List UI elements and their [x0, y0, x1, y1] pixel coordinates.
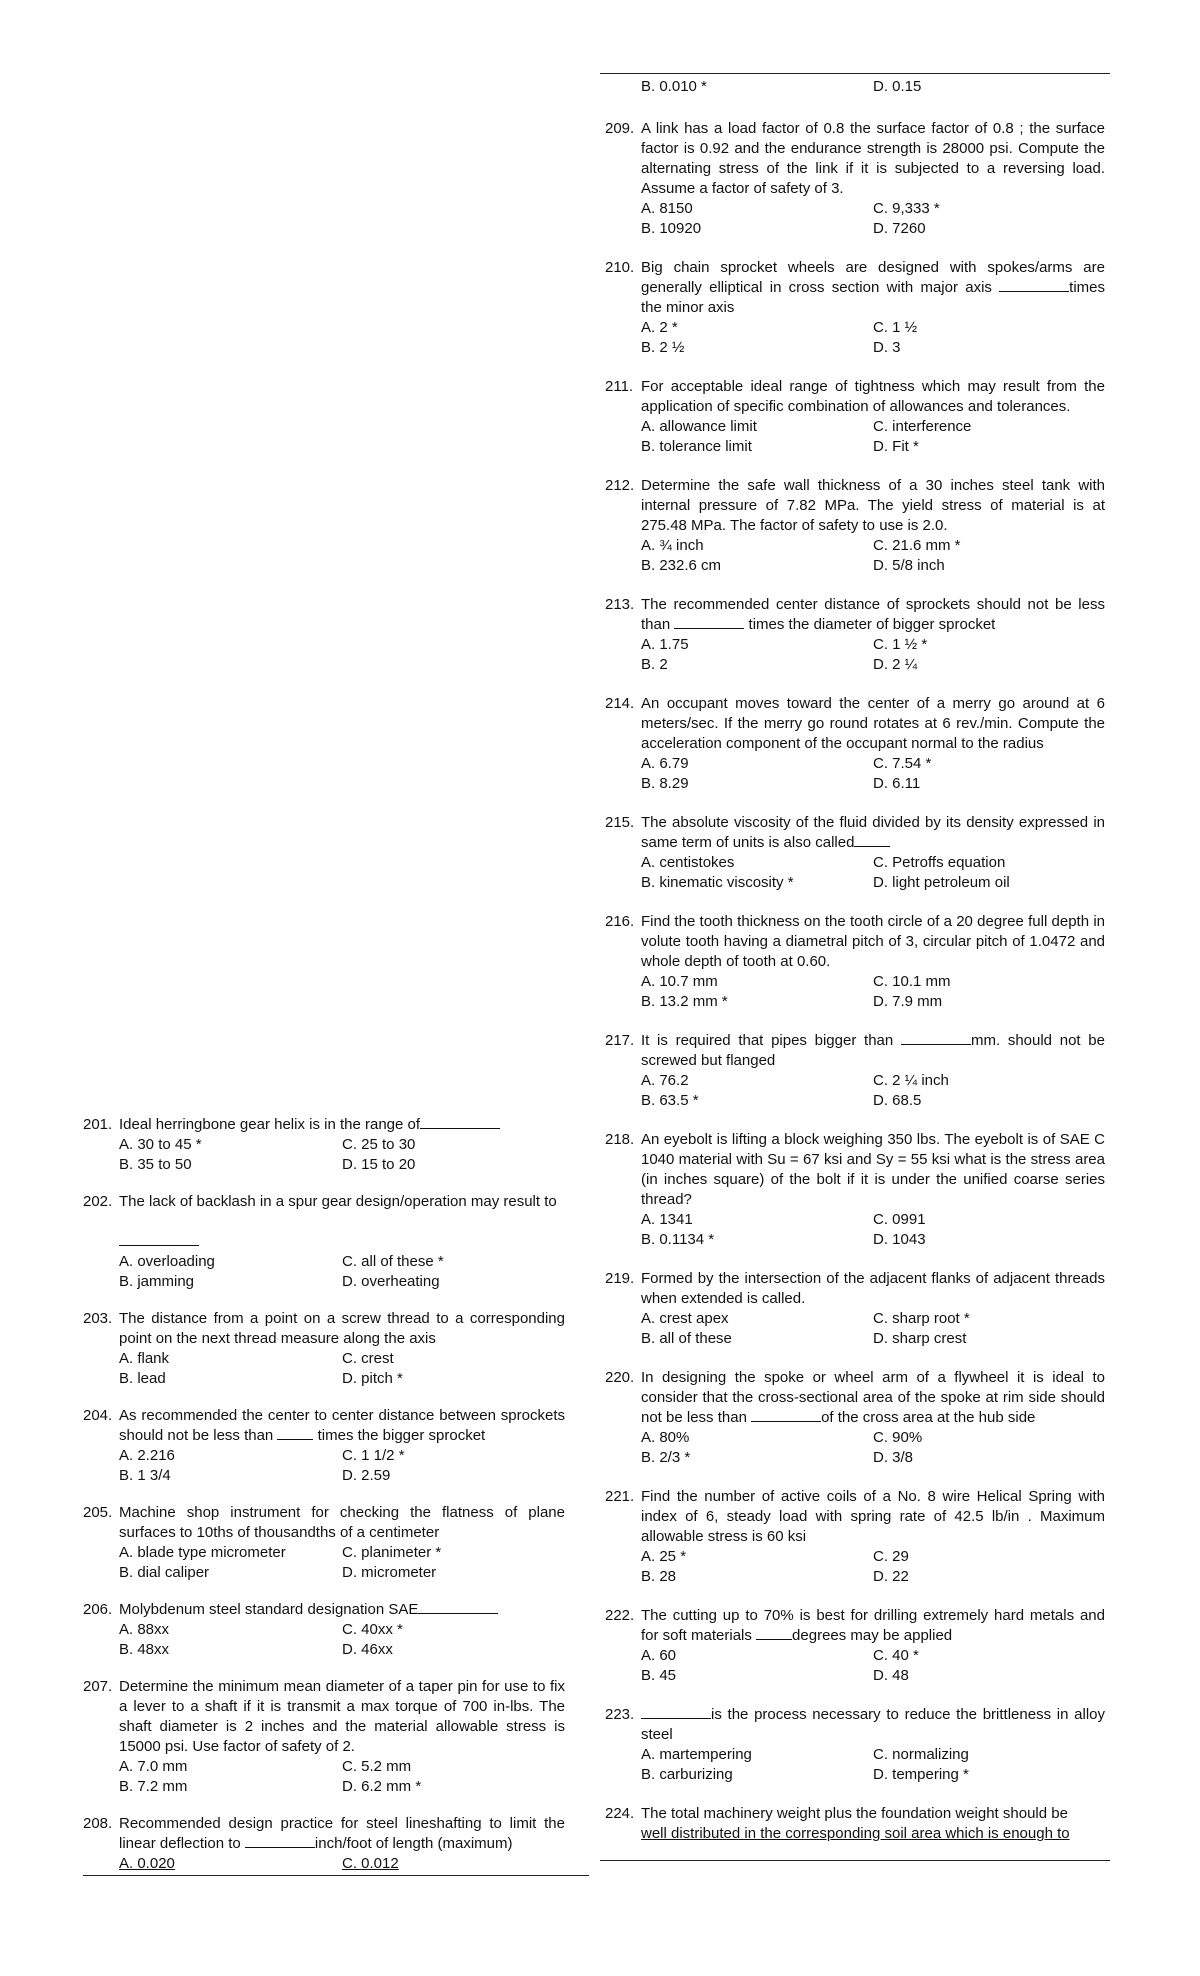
choice-b: B. 7.2 mm [119, 1778, 188, 1795]
question-213 [605, 595, 1105, 675]
choice-a: A. blade type micrometer [119, 1544, 286, 1561]
choice-c: C. crest [342, 1350, 394, 1367]
choice-a: A. martempering [641, 1746, 752, 1763]
choice-c: C. 5.2 mm [342, 1758, 412, 1775]
question-215 [605, 813, 1105, 893]
question-text: Big chain sprocket wheels are designed with spokes/arms are generally elliptical in cross section with major axis times the minor axis [641, 259, 1105, 316]
answer-blank [245, 1834, 315, 1848]
question-224 [605, 1804, 1105, 1844]
question-text: The recommended center distance of sprockets should not be less than times the diameter of bigger sprocket [641, 596, 1105, 633]
question-text: The lack of backlash in a spur gear design/operation may result to [119, 1192, 565, 1252]
question-text: Formed by the intersection of the adjacent flanks of adjacent threads when extended is called. [641, 1270, 1105, 1307]
question-208 [83, 1814, 565, 1874]
question-number: 206. [83, 1601, 113, 1618]
choice-b: B. 232.6 cm [641, 557, 722, 574]
left-column [83, 1115, 565, 1874]
choice-a: A. 25 * [641, 1548, 687, 1565]
choice-b: B. jamming [119, 1273, 195, 1290]
question-text: It is required that pipes bigger than mm. should not be screwed but flanged [641, 1032, 1105, 1069]
question-210 [605, 258, 1105, 358]
question-number: 221. [605, 1488, 635, 1505]
choice-d: D. 48 [873, 1667, 909, 1684]
choice-c: C. all of these * [342, 1253, 444, 1270]
question-text: The absolute viscosity of the fluid divided by its density expressed in same term of units is also called [641, 814, 1105, 851]
choice-a: A. allowance limit [641, 418, 757, 435]
choice-b: B. 2 [641, 656, 668, 673]
choice-d: D. 3 [873, 339, 901, 356]
choice-d: D. 5/8 inch [873, 557, 945, 574]
question-number: 209. [605, 120, 635, 137]
choice-c: C. 25 to 30 [342, 1136, 416, 1153]
choice-a: A. 1341 [641, 1211, 693, 1228]
question-number: 214. [605, 695, 635, 712]
question-number: 202. [83, 1193, 113, 1210]
question-text: Molybdenum steel standard designation SAE [119, 1600, 565, 1620]
choice-d: D. 0.15 [873, 78, 922, 95]
choice-a: A. 2 * [641, 319, 678, 336]
choice-d: D. 3/8 [873, 1449, 914, 1466]
top-rule [600, 73, 1110, 74]
choice-c: C. interference [873, 418, 972, 435]
choice-c: C. Petroffs equation [873, 854, 1006, 871]
question-216 [605, 912, 1105, 1012]
choice-a: A. 7.0 mm [119, 1758, 188, 1775]
choice-c: C. 90% [873, 1429, 923, 1446]
choice-d: D. 7.9 mm [873, 993, 943, 1010]
question-214 [605, 694, 1105, 794]
choice-b: B. lead [119, 1370, 166, 1387]
choice-c: C. 1 1/2 * [342, 1447, 405, 1464]
choice-d: D. Fit * [873, 438, 919, 455]
question-204 [83, 1406, 565, 1486]
choice-a: A. 30 to 45 * [119, 1136, 202, 1153]
question-text: As recommended the center to center distance between sprockets should not be less than times the bigger sprocket [119, 1407, 565, 1444]
question-text: For acceptable ideal range of tightness which may result from the application of specific combination of allowances and tolerances. [641, 378, 1105, 415]
choice-a: A. 76.2 [641, 1072, 689, 1089]
choice-c: C. 2 ¼ inch [873, 1072, 949, 1089]
choice-d: D. 2.59 [342, 1467, 391, 1484]
question-number: 217. [605, 1032, 635, 1049]
question-number: 211. [605, 378, 634, 395]
choice-a: A. overloading [119, 1253, 215, 1270]
question-202 [83, 1192, 565, 1292]
choice-d: D. tempering * [873, 1766, 969, 1783]
question-number: 219. [605, 1270, 635, 1287]
choice-d: D. pitch * [342, 1370, 403, 1387]
choice-b: B. 35 to 50 [119, 1156, 192, 1173]
question-number: 201. [83, 1116, 113, 1133]
answer-blank [277, 1426, 313, 1440]
answer-blank [420, 1115, 500, 1129]
choice-d: D. 7260 [873, 220, 926, 237]
question-number: 203. [83, 1310, 113, 1327]
choice-c: C. normalizing [873, 1746, 969, 1763]
choice-c: C. 29 [873, 1548, 909, 1565]
choice-a: A. 80% [641, 1429, 690, 1446]
question-text: Find the number of active coils of a No. 8 wire Helical Spring with index of 6, steady load with spring rate of 42.5 lb/in . Maximum allowable stress is 60 ksi [641, 1488, 1105, 1545]
choice-a: A. 10.7 mm [641, 973, 718, 990]
choice-d: D. 46xx [342, 1641, 393, 1658]
choice-b: B. 8.29 [641, 775, 689, 792]
answer-blank [418, 1600, 498, 1614]
question-number: 218. [605, 1131, 635, 1148]
question-218 [605, 1130, 1105, 1250]
choice-b: B. dial caliper [119, 1564, 210, 1581]
bottom-rule-right [600, 1860, 1110, 1861]
choice-d: D. light petroleum oil [873, 874, 1010, 891]
choice-b: B. 10920 [641, 220, 702, 237]
question-number: 210. [605, 259, 635, 276]
choice-b: B. 1 3/4 [119, 1467, 171, 1484]
question-number: 220. [605, 1369, 635, 1386]
choice-c: C. 7.54 * [873, 755, 932, 772]
question-number: 224. [605, 1805, 635, 1822]
choice-d: D. 22 [873, 1568, 909, 1585]
choice-c: C. 0991 [873, 1211, 926, 1228]
question-223 [605, 1705, 1105, 1785]
choice-d: D. sharp crest [873, 1330, 967, 1347]
question-text: Recommended design practice for steel lineshafting to limit the linear deflection to inch/foot of length (maximum) [119, 1815, 565, 1852]
choice-a: A. 1.75 [641, 636, 689, 653]
question-221 [605, 1487, 1105, 1587]
question-text: The cutting up to 70% is best for drilling extremely hard metals and for soft materials degrees may be applied [641, 1607, 1105, 1644]
question-203 [83, 1309, 565, 1389]
question-text: Determine the safe wall thickness of a 30 inches steel tank with internal pressure of 7.82 MPa. The yield stress of material is at 275.48 MPa. The factor of safety to use is 2.0. [641, 477, 1105, 534]
question-number: 215. [605, 814, 635, 831]
answer-blank [901, 1031, 971, 1045]
choice-b: B. carburizing [641, 1766, 733, 1783]
question-219 [605, 1269, 1105, 1349]
choice-d: D. overheating [342, 1273, 440, 1290]
question-text: An occupant moves toward the center of a merry go around at 6 meters/sec. If the merry go round rotates at 6 rev./min. Compute the acceleration component of the occupant normal to the radius [641, 695, 1105, 752]
choice-b: B. 45 [641, 1667, 677, 1684]
right-column [605, 77, 1105, 1844]
question-number: 204. [83, 1407, 113, 1424]
question-number: 208. [83, 1815, 113, 1832]
choice-c: C. 1 ½ [873, 319, 918, 336]
question-text: An eyebolt is lifting a block weighing 350 lbs. The eyebolt is of SAE C 1040 material with Su = 67 ksi and Sy = 55 ksi what is the stress area (in inches square) of the bolt if it is under the unified coarse series thread? [641, 1131, 1105, 1208]
choice-b: B. 28 [641, 1568, 677, 1585]
question-209 [605, 119, 1105, 239]
question-222 [605, 1606, 1105, 1686]
question-text-cut: well distributed in the corresponding soil area which is enough to [641, 1825, 1070, 1842]
choice-c: C. planimeter * [342, 1544, 442, 1561]
choice-d: D. 6.11 [873, 775, 921, 792]
question-205 [83, 1503, 565, 1583]
answer-blank [854, 833, 890, 847]
bottom-rule-left [83, 1875, 589, 1876]
question-text: A link has a load factor of 0.8 the surface factor of 0.8 ; the surface factor is 0.92 and the endurance strength is 28000 psi. Compute the alternating stress of the link if it is subjected to a reversing load. Assume a factor of safety of 3. [641, 120, 1105, 197]
question-text: Find the tooth thickness on the tooth circle of a 20 degree full depth in volute tooth having a diametral pitch of 3, circular pitch of 1.0472 and whole depth of tooth at 0.60. [641, 913, 1105, 970]
choice-b: B. 63.5 * [641, 1092, 699, 1109]
question-text: Ideal herringbone gear helix is in the range of [119, 1115, 565, 1135]
question-number: 223. [605, 1706, 635, 1723]
choice-b: B. kinematic viscosity * [641, 874, 794, 891]
choice-b: B. 48xx [119, 1641, 170, 1658]
choice-c: C. sharp root * [873, 1310, 970, 1327]
choice-c: C. 9,333 * [873, 200, 940, 217]
choice-b: B. all of these [641, 1330, 732, 1347]
choice-d: D. micrometer [342, 1564, 437, 1581]
choice-d: D. 1043 [873, 1231, 926, 1248]
choice-b: B. 2 ½ [641, 339, 685, 356]
choice-a: A. 60 [641, 1647, 677, 1664]
question-text: Machine shop instrument for checking the flatness of plane surfaces to 10ths of thousandths of a centimeter [119, 1504, 565, 1541]
choice-c: C. 1 ½ * [873, 636, 928, 653]
question-text: is the process necessary to reduce the brittleness in alloy steel [641, 1706, 1105, 1743]
choice-d: D. 2 ¼ [873, 656, 918, 673]
choice-a: A. 8150 [641, 200, 693, 217]
question-201 [83, 1115, 565, 1175]
question-212 [605, 476, 1105, 576]
choice-a: A. 2.216 [119, 1447, 175, 1464]
choice-a: A. 0.020 [119, 1855, 175, 1872]
choice-d: D. 68.5 [873, 1092, 922, 1109]
choice-b: B. 0.010 * [641, 78, 707, 95]
carryover-choices [605, 77, 1105, 97]
question-number: 205. [83, 1504, 113, 1521]
question-number: 222. [605, 1607, 635, 1624]
question-206 [83, 1600, 565, 1660]
choice-d: D. 6.2 mm * [342, 1778, 422, 1795]
question-number: 207. [83, 1678, 113, 1695]
question-217 [605, 1031, 1105, 1111]
question-text: Determine the minimum mean diameter of a taper pin for use to fix a lever to a shaft if it is transmit a max torque of 700 in-lbs. The shaft diameter is 2 inches and the material allowable stress is 15000 psi. Use factor of safety of 2. [119, 1678, 565, 1755]
question-number: 213. [605, 596, 635, 613]
choice-b: B. 0.1134 * [641, 1231, 715, 1248]
choice-d: D. 15 to 20 [342, 1156, 416, 1173]
question-220 [605, 1368, 1105, 1468]
choice-b: B. 2/3 * [641, 1449, 691, 1466]
choice-c: C. 40 * [873, 1647, 919, 1664]
question-text: In designing the spoke or wheel arm of a flywheel it is ideal to consider that the cross-sectional area of the spoke at rim side should not be less than of the cross area at the hub side [641, 1369, 1105, 1426]
question-207 [83, 1677, 565, 1797]
choice-c: C. 40xx * [342, 1621, 403, 1638]
choice-a: A. 6.79 [641, 755, 689, 772]
question-text: The total machinery weight plus the foundation weight should be well distributed in the corresponding soil area which is enough to [641, 1805, 1070, 1842]
question-text: The distance from a point on a screw thread to a corresponding point on the next thread measure along the axis [119, 1310, 565, 1347]
choice-b: B. tolerance limit [641, 438, 752, 455]
choice-a: A. centistokes [641, 854, 735, 871]
choice-b: B. 13.2 mm * [641, 993, 728, 1010]
question-number: 216. [605, 913, 635, 930]
answer-blank [751, 1408, 821, 1422]
choice-a: A. ¾ inch [641, 537, 704, 554]
choice-a: A. 88xx [119, 1621, 170, 1638]
answer-blank [641, 1705, 711, 1719]
question-211 [605, 377, 1105, 457]
answer-blank [119, 1232, 199, 1246]
question-number: 212. [605, 477, 635, 494]
choice-a: A. flank [119, 1350, 170, 1367]
choice-a: A. crest apex [641, 1310, 729, 1327]
answer-blank [674, 615, 744, 629]
answer-blank [756, 1626, 792, 1640]
choice-c: C. 10.1 mm [873, 973, 951, 990]
choice-c: C. 0.012 [342, 1855, 399, 1872]
choice-c: C. 21.6 mm * [873, 537, 961, 554]
answer-blank [999, 278, 1069, 292]
